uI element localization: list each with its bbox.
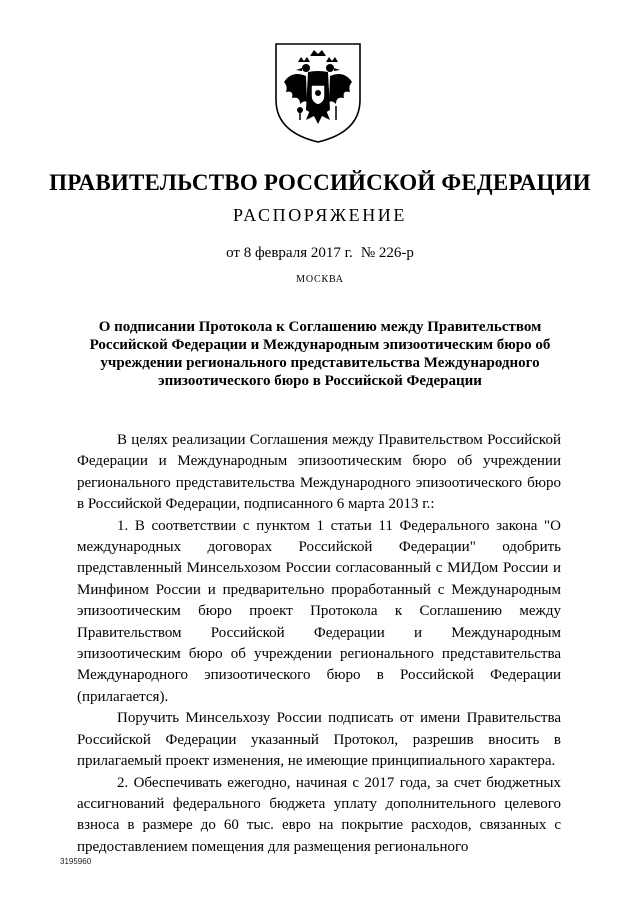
document-type: РАСПОРЯЖЕНИЕ	[232, 205, 407, 225]
document-city: МОСКВА	[296, 274, 344, 285]
document-number: № 226-р	[360, 245, 414, 261]
russian-coat-of-arms-icon	[270, 40, 366, 146]
document-code: 3195960	[60, 857, 92, 866]
body-paragraph: 2. Обеспечивать ежегодно, начиная с 2017 года, за счет бюджетных ассигнований федерального бюджета уплату дополнительного целевого взноса в размере до 60 тыс. евро на покрытие расходов, связанных с предоставлением помещения для размещения регионального	[77, 774, 561, 855]
document-subject: О подписании Протокола к Соглашению между Правительством Российской Федерации и Международным эпизоотическим бюро об учреждении регионального представительства Международного эпизоотического бюро в Российской Федерации	[89, 319, 551, 389]
body-paragraph: Поручить Минсельхозу России подписать от имени Правительства Российской Федерации указанный Протокол, разрешив вносить в прилагаемый проект изменения, не имеющие принципиального характера.	[77, 710, 561, 770]
document-body	[77, 430, 561, 858]
document-date: от 8 февраля 2017 г.	[226, 245, 353, 261]
government-name: ПРАВИТЕЛЬСТВО РОССИЙСКОЙ ФЕДЕРАЦИИ	[49, 170, 591, 195]
body-paragraph: В целях реализации Соглашения между Правительством Российской Федерации и Международным эпизоотическим бюро об учреждении регионального представительства Международного эпизоотического бюро в Российской Федерации, подписанного 6 марта 2013 г.:	[77, 432, 561, 513]
body-paragraph: 1. В соответствии с пунктом 1 статьи 11 Федерального закона "О международных договорах Российской Федерации" одобрить представленный Минсельхозом России согласованный с МИДом России и Минфином России и предварительно проработанный с Международным эпизоотическим бюро проект Протокола к Соглашению между Правительством Российской Федерации и Международным эпизоотическим бюро об учреждении регионального представительства Международного эпизоотического бюро в Российской Федерации (прилагается).	[77, 517, 561, 705]
document-date-line	[0, 245, 640, 262]
